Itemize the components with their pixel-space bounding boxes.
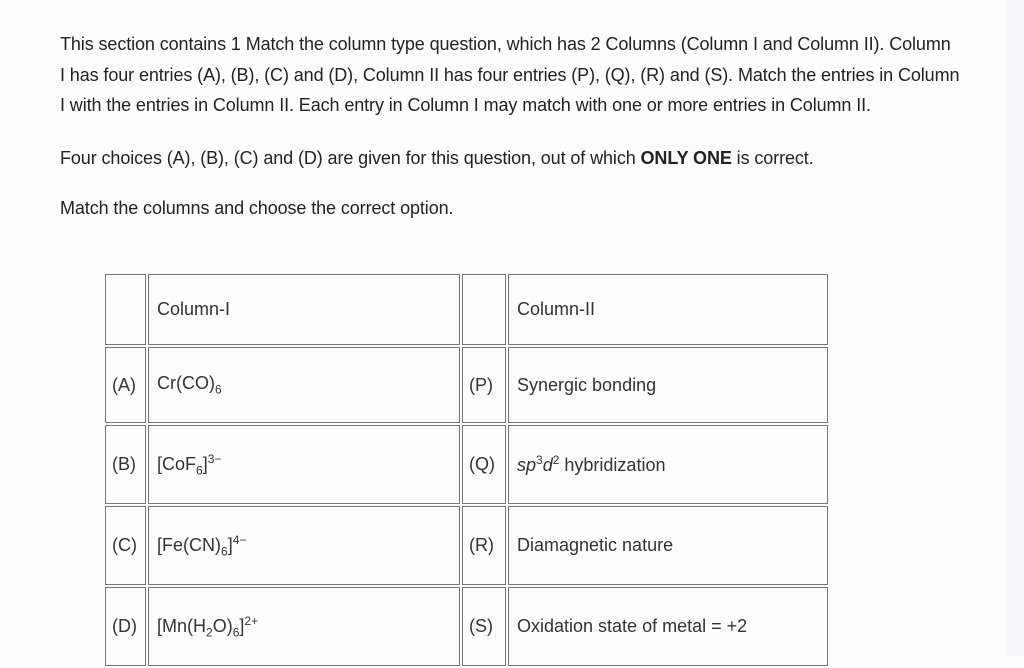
column-2-entry: Synergic bonding [508,347,828,423]
row-label: (A) [105,347,146,423]
row-label: (P) [462,347,506,423]
column-2-entry: $sp^3d^2$ hybridization [508,425,828,504]
row-label: (S) [462,587,506,666]
table-header-row [105,274,828,345]
match-prompt: Match the columns and choose the correct option. [60,198,454,218]
column-2-entry: Oxidation state of metal = +2 [508,587,828,666]
note-emphasis: ONLY ONE [640,147,732,168]
note-text-end: is correct. [731,147,814,168]
column-1-entry: $[Fe(CN)_6]^{4-}$ [148,506,460,585]
column-1-entry: $[CoF_6]^{3-}$ [148,425,460,504]
column-1-entry: $[Mn(H_2O)_6]^{2+}$ [148,587,460,666]
column-2-header: Column-II [508,274,828,345]
scrollbar-track [1006,0,1024,656]
column-1-header: Column-I [148,274,460,345]
table-row [105,587,828,666]
table-row [105,347,828,423]
row-label: (Q) [462,425,506,504]
choices-note [60,143,960,174]
match-table [103,272,830,668]
row-label: (D) [105,587,146,666]
row-label: (B) [105,425,146,504]
column-2-entry: Diamagnetic nature [508,506,828,585]
row-label: (R) [462,506,506,585]
table-row [105,425,828,504]
column-1-entry: $Cr(CO)_6$ [148,347,460,423]
table-row [105,506,828,585]
question-instructions [60,29,960,224]
instruction-paragraph: This section contains 1 Match the column type question, which has 2 Columns (Column I and Column II). Column I has four entries (A), (B), (C) and (D), Column II has four entries (P), (Q), (R) and (S). Match the entries in Column I with the entries in Column II. Each entry in Column I may match with one or more entries in Column II. [60,34,960,115]
note-text: Four choices (A), (B), (C) and (D) are given for this question, out of which [60,147,641,168]
row-label: (C) [105,506,146,585]
